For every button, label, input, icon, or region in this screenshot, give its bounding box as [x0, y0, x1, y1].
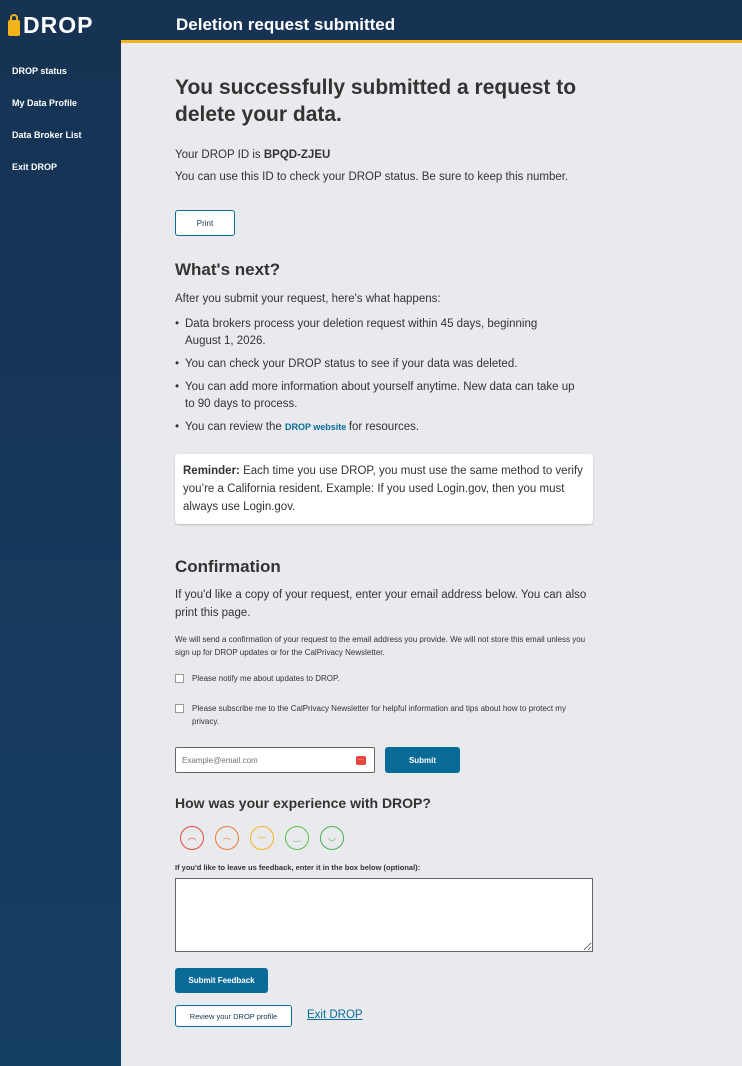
checkbox[interactable]	[175, 704, 184, 713]
sidebar-item-exit-drop[interactable]: Exit DROP	[12, 162, 58, 172]
reminder-text: Each time you use DROP, you must use the same method to verify you’re a California resident. Example: If you used Login.gov, then you must always use Login.gov.	[183, 465, 583, 513]
list-item: • Data brokers process your deletion request within 45 days, beginning August 1, 2026.	[185, 316, 575, 350]
notify-updates-checkbox[interactable]	[175, 672, 340, 685]
logo-text: DROP	[23, 12, 94, 38]
experience-heading: How was your experience with DROP?	[175, 795, 431, 811]
logo[interactable]	[8, 12, 93, 39]
list-item: • You can check your DROP status to see if your data was deleted.	[185, 356, 575, 373]
review-profile-button[interactable]: Review your DROP profile	[175, 1005, 292, 1027]
page-title: You successfully submitted a request to delete your data.	[175, 76, 577, 126]
print-button[interactable]: Print	[175, 210, 235, 236]
submit-button[interactable]: Submit	[385, 747, 460, 773]
next-list	[175, 316, 575, 442]
page-header-title: Deletion request submitted	[176, 15, 396, 34]
feedback-label: If you'd like to leave us feedback, enter it in the box below (optional):	[175, 863, 421, 872]
very-happy-face-icon[interactable]: ◡	[320, 826, 344, 850]
neutral-face-icon[interactable]: —	[250, 826, 274, 850]
reminder-card	[175, 454, 593, 524]
drop-id-line	[175, 146, 330, 164]
id-note: You can use this ID to check your DROP status. Be sure to keep this number.	[175, 171, 569, 183]
email-field[interactable]	[182, 749, 352, 771]
accent-bar	[121, 40, 742, 43]
unhappy-face-icon[interactable]: ︵	[215, 826, 239, 850]
reminder-label: Reminder:	[183, 465, 240, 477]
item-text: for resources.	[348, 421, 420, 433]
whats-next-heading: What's next?	[175, 260, 281, 279]
happy-face-icon[interactable]: ‿	[285, 826, 309, 850]
exit-drop-link[interactable]: Exit DROP	[307, 1009, 363, 1021]
sidebar-item-drop-status[interactable]: DROP status	[12, 66, 67, 76]
feedback-textarea[interactable]	[175, 878, 593, 952]
item-text: You can review the	[185, 421, 285, 433]
submit-feedback-button[interactable]: Submit Feedback	[175, 968, 268, 993]
very-unhappy-face-icon[interactable]: ︵	[180, 826, 204, 850]
drop-website-link[interactable]: DROP website	[284, 422, 349, 432]
drop-id: BPQD-ZJEU	[263, 149, 331, 161]
email-input[interactable]	[175, 747, 375, 773]
checkbox[interactable]	[175, 674, 184, 683]
newsletter-checkbox[interactable]	[175, 702, 590, 728]
password-manager-icon[interactable]: ···	[358, 757, 364, 763]
next-intro: After you submit your request, here's what happens:	[175, 293, 441, 305]
list-item	[185, 419, 575, 436]
checkbox-label: Please notify me about updates to DROP.	[192, 674, 340, 683]
confirmation-heading: Confirmation	[175, 557, 281, 576]
checkbox-label: Please subscribe me to the CalPrivacy Newsletter for helpful information and tips about how to protect my privacy.	[192, 704, 566, 726]
sidebar-item-data-broker-list[interactable]: Data Broker List	[12, 130, 82, 140]
sidebar-item-my-data-profile[interactable]: My Data Profile	[12, 98, 78, 108]
confirm-intro: If you'd like a copy of your request, enter your email address below. You can also print this page.	[175, 589, 587, 619]
id-prefix: Your DROP ID is	[175, 149, 264, 161]
sidebar	[0, 42, 121, 1066]
list-item: • You can add more information about yourself anytime. New data can take up to 90 days to process.	[185, 379, 575, 413]
lock-icon	[8, 20, 20, 36]
confirm-note: We will send a confirmation of your request to the email address you provide. We will not store this email unless you sign up for DROP updates or for the CalPrivacy Newsletter.	[175, 635, 586, 657]
